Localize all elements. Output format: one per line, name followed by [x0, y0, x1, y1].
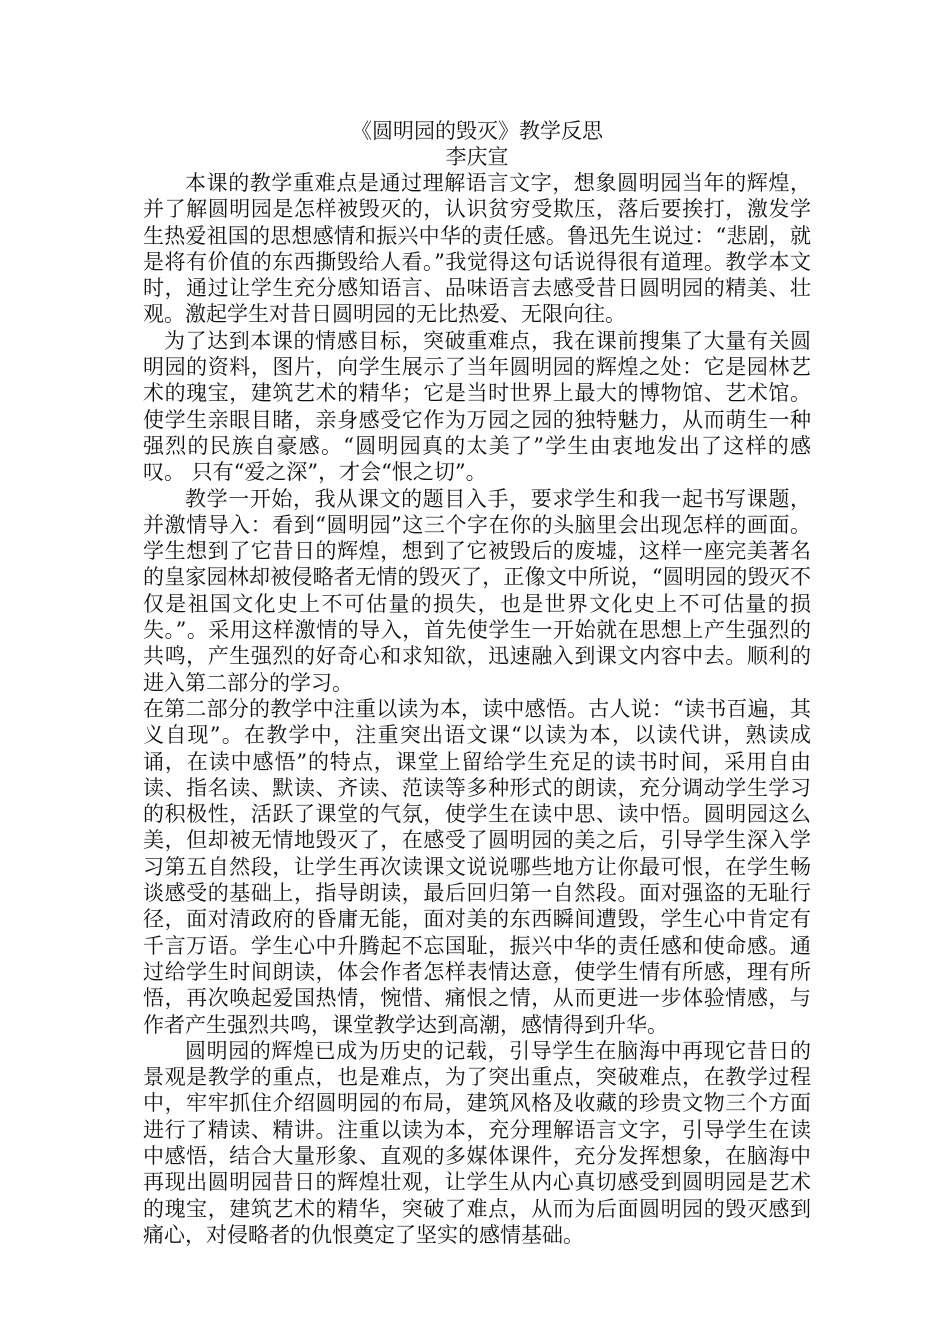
document-author: 李庆宣 — [445, 145, 509, 169]
paragraph-2: 为了达到本课的情感目标，突破重难点，我在课前搜集了大量有关圆明园的资料，图片，向学生展示了当年圆明园的辉煌之处：它是园林艺术的瑰宝，建筑艺术的精华；它是当时世界上最大的博物馆、艺术馆。使学生亲眼目睹，亲身感受它作为万园之园的独特魅力，从而萌生一种强烈的民族自豪感。“圆明园真的太美了”学生由衷地发出了这样的感叹。 只有“爱之深”，才会“恨之切”。 — [143, 328, 811, 485]
paragraph-3: 教学一开始，我从课文的题目入手，要求学生和我一起书写课题，并激情导入：看到“圆明园”这三个字在你的头脑里会出现怎样的画面。学生想到了它昔日的辉煌，想到了它被毁后的废墟，这样一座完美著名的皇家园林却被侵略者无情的毁灭了，正像文中所说，“圆明园的毁灭不仅是祖国文化史上不可估量的损失，也是世界文化史上不可估量的损失。”。采用这样激情的导入，首先使学生一开始就在思想上产生强烈的共鸣，产生强烈的好奇心和求知欲，迅速融入到课文内容中去。顺利的进入第二部分的学习。 — [143, 486, 811, 695]
document-page — [143, 118, 811, 1248]
document-title: 《圆明园的毁灭》教学反思 — [351, 119, 603, 143]
paragraph-5: 圆明园的辉煌已成为历史的记载，引导学生在脑海中再现它昔日的景观是教学的重点，也是难点，为了突出重点，突破难点，在教学过程中，牢牢抓住介绍圆明园的布局，建筑风格及收藏的珍贵文物三个方面进行了精读、精讲。注重以读为本，充分理解语言文字，引导学生在读中感悟，结合大量形象、直观的多媒体课件，充分发挥想象，在脑海中再现出圆明园昔日的辉煌壮观，让学生从内心真切感受到圆明园是艺术的瑰宝，建筑艺术的精华，突破了难点，从而为后面圆明园的毁灭感到痛心，对侵略者的仇恨奠定了坚实的感情基础。 — [143, 1038, 811, 1247]
paragraph-1: 本课的教学重难点是通过理解语言文字，想象圆明园当年的辉煌，并了解圆明园是怎样被毁灭的，认识贫穷受欺压，落后要挨打，激发学生热爱祖国的思想感情和振兴中华的责任感。鲁迅先生说过：“悲剧，就是将有价值的东西撕毁给人看。”我觉得这句话说得很有道理。教学本文时，通过让学生充分感知语言、品味语言去感受昔日圆明园的精美、壮观。激起学生对昔日圆明园的无比热爱、无限向往。 — [143, 171, 811, 327]
paragraph-4: 在第二部分的教学中注重以读为本，读中感悟。古人说：“读书百遍，其义自现”。在教学中，注重突出语文课“以读为本，以读代讲，熟读成诵，在读中感悟”的特点，课堂上留给学生充足的读书时间，采用自由读、指名读、默读、齐读、范读等多种形式的朗读，充分调动学生学习的积极性，活跃了课堂的气氛，使学生在读中思、读中悟。圆明园这么美，但却被无情地毁灭了，在感受了圆明园的美之后，引导学生深入学习第五自然段，让学生再次读课文说说哪些地方让你最可恨，在学生畅谈感受的基础上，指导朗读，最后回归第一自然段。面对强盗的无耻行径，面对清政府的昏庸无能，面对美的东西瞬间遭毁，学生心中肯定有千言万语。学生心中升腾起不忘国耻，振兴中华的责任感和使命感。通过给学生时间朗读，体会作者怎样表情达意，使学生情有所感，理有所悟，再次唤起爱国热情，惋惜、痛恨之情，从而更进一步体验情感，与作者产生强烈共鸣，课堂教学达到高潮，感情得到升华。 — [143, 696, 811, 1037]
